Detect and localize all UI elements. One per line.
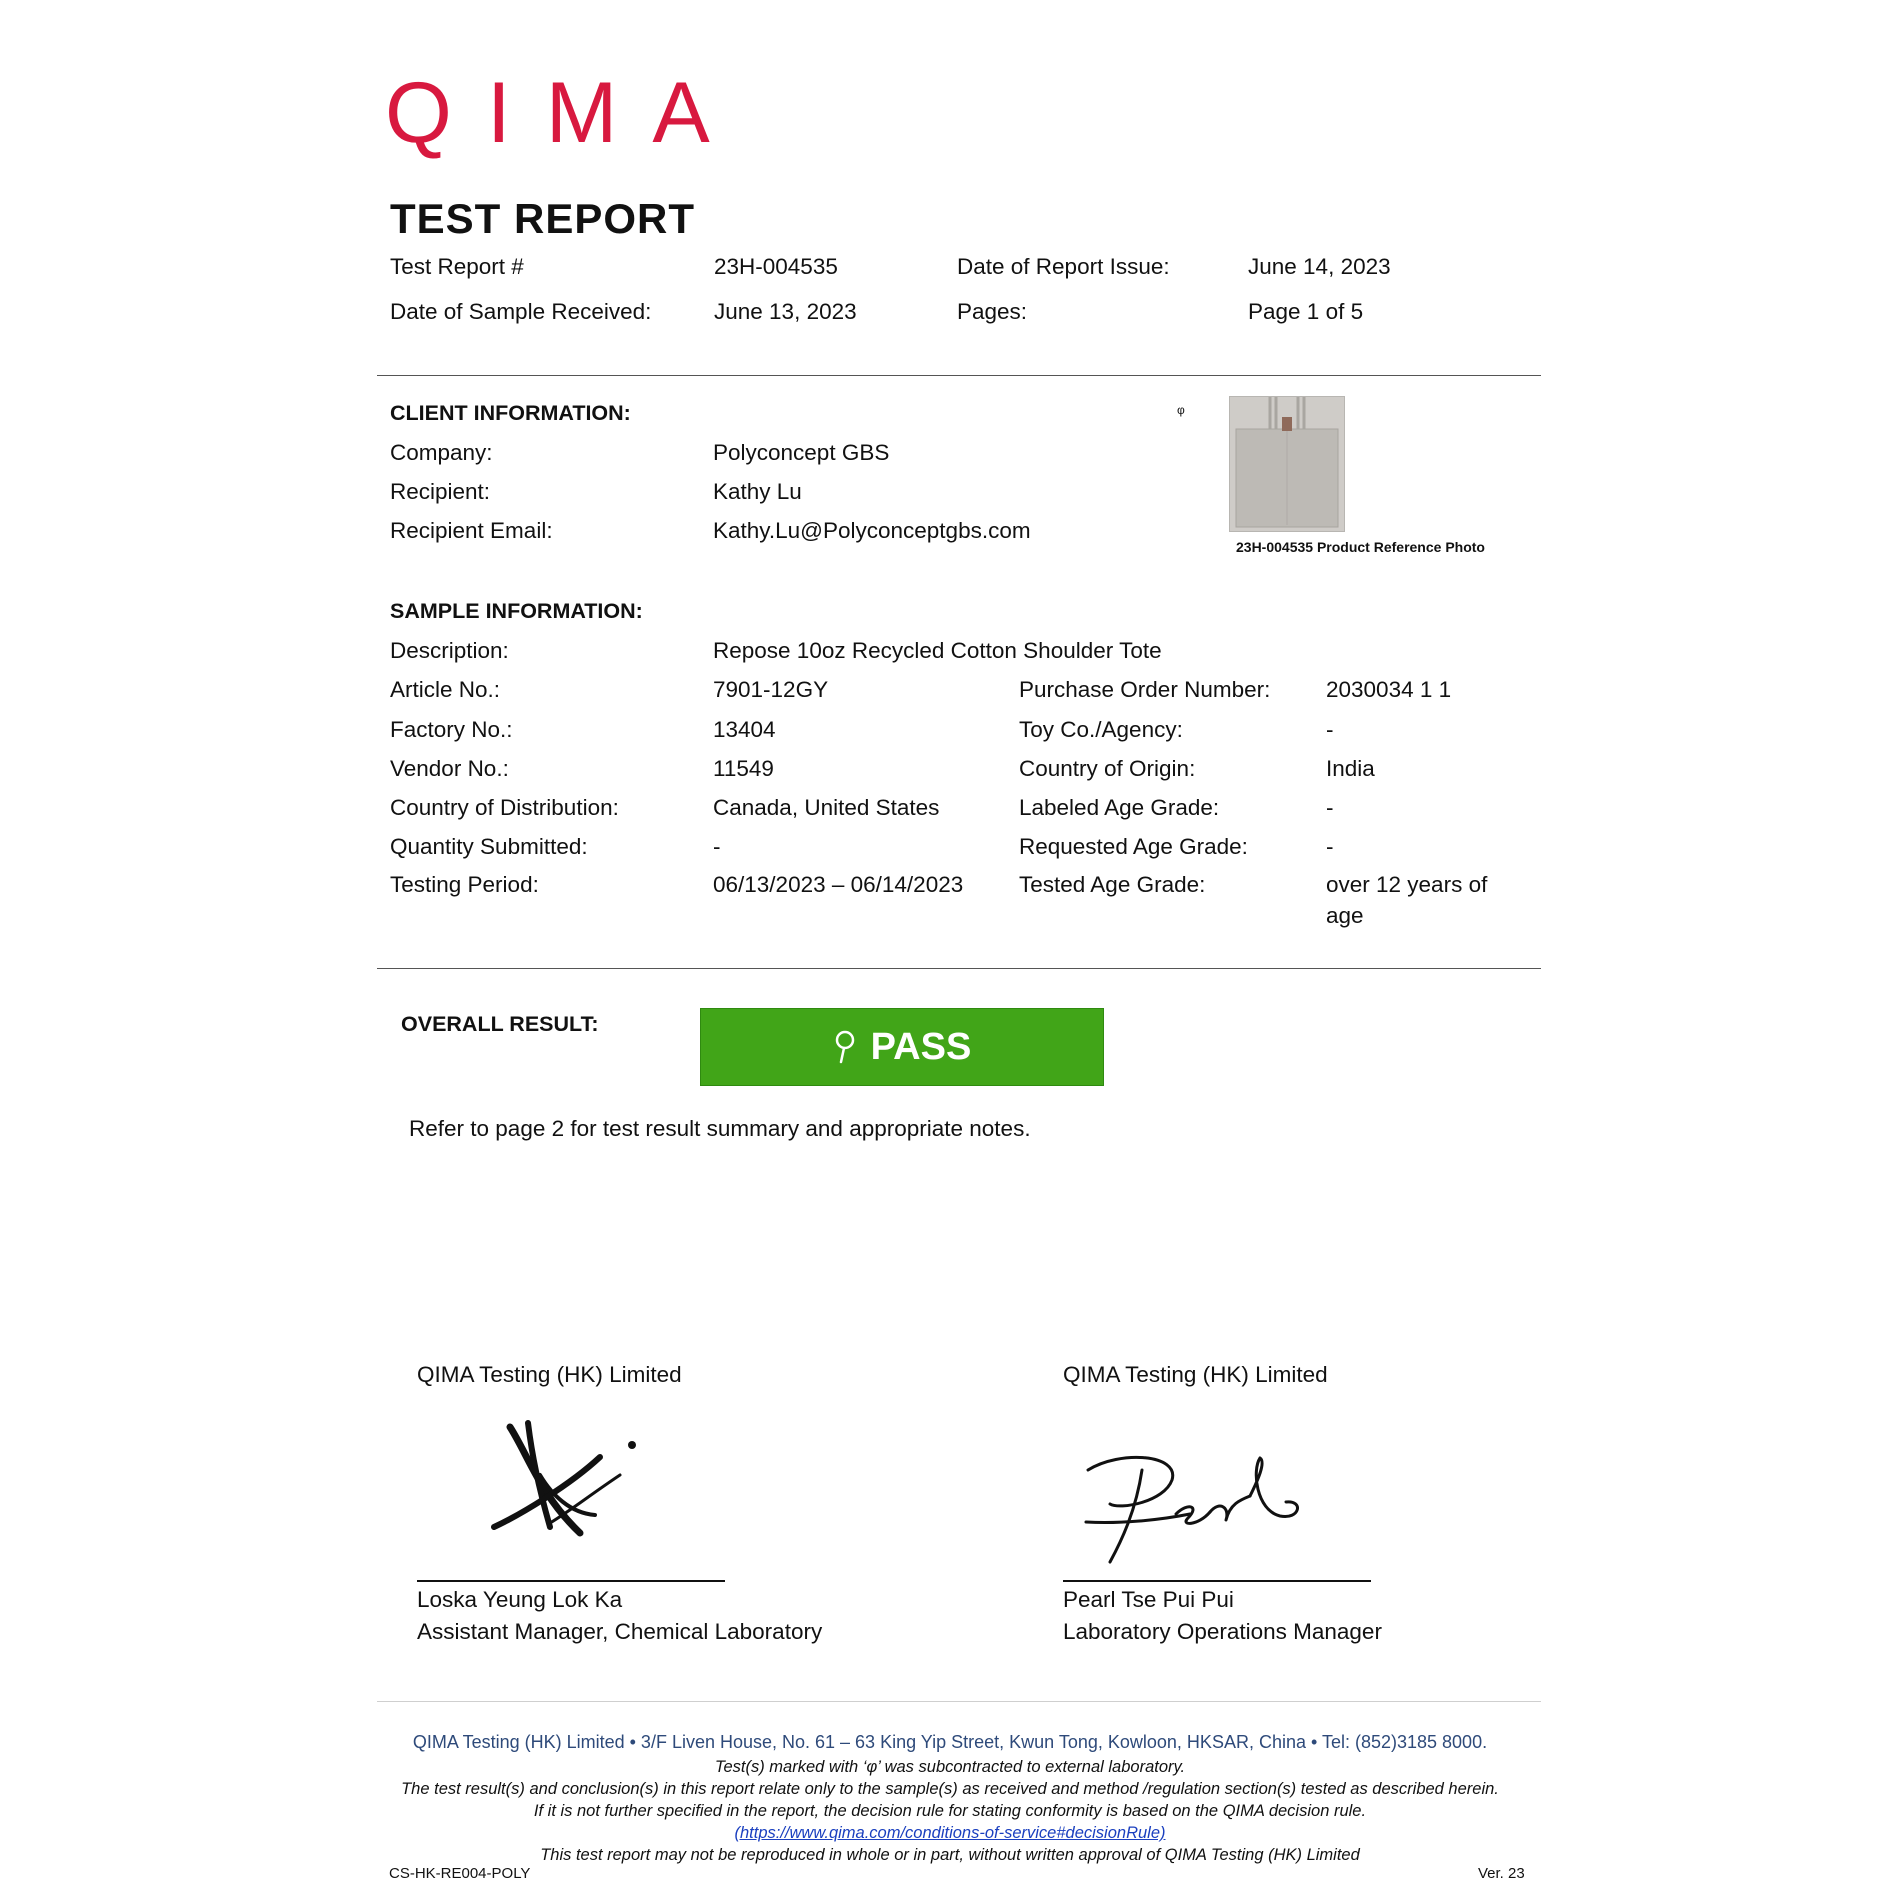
pages-label: Pages: xyxy=(957,299,1028,324)
sample-right-value: over 12 years of xyxy=(1326,872,1488,897)
received-date-label: Date of Sample Received: xyxy=(390,299,652,324)
sample-left-label: Vendor No.: xyxy=(390,756,509,781)
signature-line-left xyxy=(417,1580,725,1582)
footer-divider xyxy=(377,1701,1541,1702)
company-value: Polyconcept GBS xyxy=(713,440,890,465)
signatory-company-left: QIMA Testing (HK) Limited xyxy=(417,1362,682,1387)
sample-right-value: - xyxy=(1326,795,1334,820)
sample-left-value: 06/13/2023 – 06/14/2023 xyxy=(713,872,964,897)
sample-right-label: Tested Age Grade: xyxy=(1019,872,1206,897)
report-no-value: 23H-004535 xyxy=(714,254,838,279)
sample-info-heading: SAMPLE INFORMATION: xyxy=(390,599,643,623)
sample-left-value: - xyxy=(713,834,721,859)
received-date-value: June 13, 2023 xyxy=(714,299,857,324)
sample-left-label: Country of Distribution: xyxy=(390,795,619,820)
recipient-label: Recipient: xyxy=(390,479,491,504)
client-info-heading: CLIENT INFORMATION: xyxy=(390,401,631,425)
sample-right-value-cont: age xyxy=(1326,903,1364,928)
sample-left-value: 7901-12GY xyxy=(713,677,829,702)
divider xyxy=(377,375,1541,376)
footer-note-4: This test report may not be reproduced in whole or in part, without written approval of QIMA Testing (HK) Limited xyxy=(540,1846,1360,1864)
sample-right-value: - xyxy=(1326,717,1334,742)
pages-value: Page 1 of 5 xyxy=(1248,299,1364,324)
signature-loska xyxy=(480,1415,650,1555)
version: Ver. 23 xyxy=(1478,1865,1525,1882)
sample-right-label: Requested Age Grade: xyxy=(1019,834,1248,859)
sample-right-label: Toy Co./Agency: xyxy=(1019,717,1183,742)
pass-badge xyxy=(700,1008,1104,1086)
email-label: Recipient Email: xyxy=(390,518,553,543)
footer-note-2: The test result(s) and conclusion(s) in this report relate only to the sample(s) as received and method /regulation section(s) tested as described herein. xyxy=(401,1780,1499,1798)
sample-right-value: 2030034 1 1 xyxy=(1326,677,1452,702)
pass-label: PASS xyxy=(870,1025,972,1068)
tote-bag-image xyxy=(1230,397,1344,531)
sample-right-label: Country of Origin: xyxy=(1019,756,1196,781)
sample-left-label: Testing Period: xyxy=(390,872,539,897)
signatory-title-right: Laboratory Operations Manager xyxy=(1063,1619,1382,1644)
footer-note-1: Test(s) marked with ‘φ’ was subcontracted to external laboratory. xyxy=(714,1758,1186,1776)
subcontract-mark: φ xyxy=(1177,403,1185,417)
sample-right-value: - xyxy=(1326,834,1334,859)
footer-note-3: If it is not further specified in the report, the decision rule for stating conformity is based on the QIMA decision rule. xyxy=(533,1802,1367,1820)
company-label: Company: xyxy=(390,440,493,465)
sample-left-value: 11549 xyxy=(713,756,774,781)
report-no-label: Test Report # xyxy=(390,254,524,279)
overall-result-label: OVERALL RESULT: xyxy=(401,1012,599,1036)
issue-date-label: Date of Report Issue: xyxy=(957,254,1170,279)
signatory-name-right: Pearl Tse Pui Pui xyxy=(1063,1587,1234,1612)
signatory-company-right: QIMA Testing (HK) Limited xyxy=(1063,1362,1328,1387)
magnifier-icon xyxy=(833,1029,857,1065)
photo-caption: 23H-004535 Product Reference Photo xyxy=(1236,539,1485,555)
sample-right-value: India xyxy=(1326,756,1375,781)
sample-left-label: Factory No.: xyxy=(390,717,513,742)
decision-rule-link[interactable]: (https://www.qima.com/conditions-of-service#decisionRule) xyxy=(734,1824,1166,1842)
recipient-value: Kathy Lu xyxy=(713,479,802,504)
sample-left-label: Quantity Submitted: xyxy=(390,834,588,859)
sample-left-value: 13404 xyxy=(713,717,776,742)
description-value: Repose 10oz Recycled Cotton Shoulder Tote xyxy=(713,638,1162,663)
signature-pearl xyxy=(1080,1440,1320,1570)
qima-logo: QIMA xyxy=(385,65,745,161)
footer-address: QIMA Testing (HK) Limited • 3/F Liven House, No. 61 – 63 King Yip Street, Kwun Tong, Kowloon, HKSAR, China • Tel: (852)3185 8000. xyxy=(412,1732,1488,1752)
product-photo xyxy=(1229,396,1345,532)
divider xyxy=(377,968,1541,969)
sample-left-label: Article No.: xyxy=(390,677,501,702)
email-value: Kathy.Lu@Polyconceptgbs.com xyxy=(713,518,1031,543)
sample-left-value: Canada, United States xyxy=(713,795,940,820)
signatory-title-left: Assistant Manager, Chemical Laboratory xyxy=(417,1619,823,1644)
sample-right-label: Labeled Age Grade: xyxy=(1019,795,1220,820)
page-title: TEST REPORT xyxy=(390,195,696,242)
signature-line-right xyxy=(1063,1580,1371,1582)
description-label: Description: xyxy=(390,638,509,663)
sample-right-label: Purchase Order Number: xyxy=(1019,677,1271,702)
result-note: Refer to page 2 for test result summary and appropriate notes. xyxy=(409,1116,1031,1141)
signatory-name-left: Loska Yeung Lok Ka xyxy=(417,1587,623,1612)
issue-date-value: June 14, 2023 xyxy=(1248,254,1391,279)
doc-code: CS-HK-RE004-POLY xyxy=(389,1865,531,1882)
